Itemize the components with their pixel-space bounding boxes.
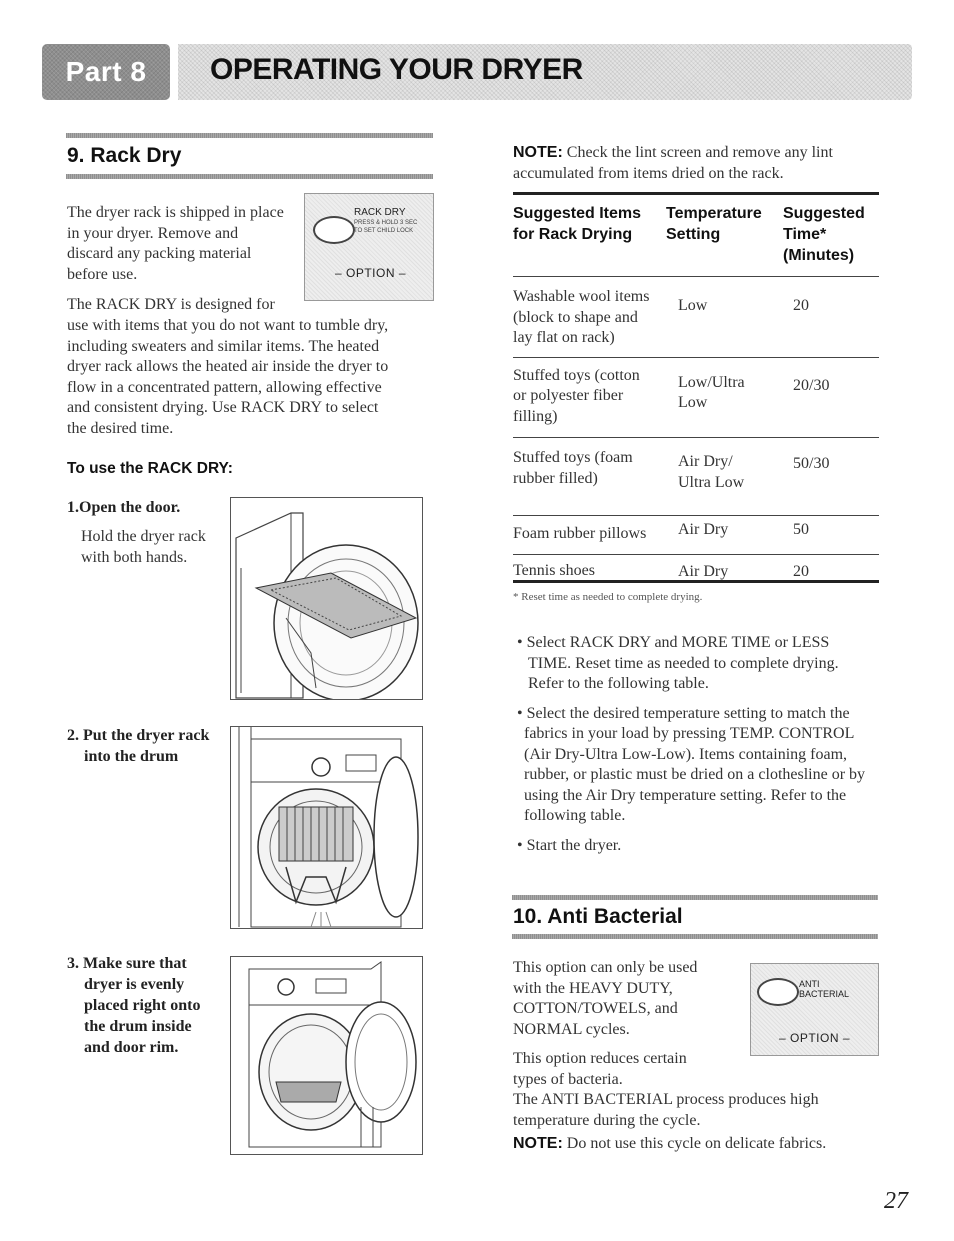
list-item	[517, 633, 897, 695]
table-row	[513, 554, 879, 593]
text-line: 3. Make sure that	[67, 955, 187, 972]
text-line: in your dryer. Remove and	[67, 224, 239, 242]
section-rule-bottom	[66, 174, 433, 179]
text-line: temperature during the cycle.	[513, 1111, 701, 1129]
panel-sub-2: TO SET CHILD LOCK	[354, 228, 414, 234]
text-line: discard any packing material	[67, 245, 252, 262]
text-line: Low	[678, 394, 708, 411]
option-label: – OPTION –	[335, 266, 407, 280]
text-line: including sweaters and similar items. The heated	[67, 337, 380, 355]
text-line: This option reduces certain	[513, 1050, 687, 1067]
note-label: NOTE:	[513, 1135, 563, 1152]
option-label: – OPTION –	[779, 1031, 851, 1045]
page-number: 27	[884, 1188, 908, 1214]
cell-time: 50/30	[783, 438, 879, 516]
text-line: (Air Dry-Ultra Low-Low). Items containing foam,	[524, 745, 848, 763]
note-text: Check the lint screen and remove any lint	[566, 144, 833, 161]
bullet-list	[517, 633, 897, 856]
cell-time: 20	[783, 554, 879, 593]
section-rule-top	[512, 895, 878, 900]
cell-temp	[666, 438, 783, 516]
text-line: (Minutes)	[783, 247, 855, 264]
cell-temp	[666, 516, 783, 555]
text-line: before use.	[67, 265, 138, 283]
rack-dry-panel	[304, 193, 434, 301]
text-line: Air Dry	[678, 521, 729, 538]
anti-bacterial-button-icon	[757, 978, 799, 1006]
text-line: COTTON/TOWELS, and	[513, 1000, 678, 1017]
panel-label-1: ANTI	[799, 979, 820, 989]
anti-bacterial-intro	[513, 958, 748, 1040]
step-1-illustration	[230, 497, 423, 700]
text-line: types of bacteria.	[513, 1070, 623, 1088]
dryer-open-door-icon	[231, 498, 422, 699]
text-line: Low	[678, 297, 708, 314]
cell-item	[513, 438, 666, 516]
section-rule-bottom	[512, 934, 878, 939]
rack-drying-table	[513, 197, 879, 593]
page-title: OPERATING YOUR DRYER	[210, 53, 583, 86]
cell-item	[513, 516, 666, 555]
dryer-rack-insert-icon	[231, 727, 422, 928]
text-line: and consistent drying. Use RACK DRY to select	[67, 399, 379, 416]
table-header-row	[513, 197, 879, 277]
text-line: Air Dry	[678, 562, 729, 580]
text-line: Stuffed toys (cotton	[513, 366, 640, 384]
step-2-title	[67, 725, 209, 767]
text-line: the desired time.	[67, 419, 174, 437]
text-line: with the HEAVY DUTY,	[513, 979, 673, 997]
note-label: NOTE:	[513, 144, 563, 161]
list-item	[517, 704, 897, 827]
text-line: Refer to the following table.	[528, 675, 709, 692]
part-label: Part 8	[65, 56, 147, 87]
text-line: Tennis shoes	[513, 561, 595, 579]
section-heading-rack-dry: 9. Rack Dry	[67, 144, 182, 167]
text-line: The dryer rack is shipped in place	[67, 204, 284, 221]
anti-bacterial-panel	[750, 963, 879, 1056]
text-line: Suggested	[783, 205, 865, 222]
rack-dry-intro	[67, 203, 307, 285]
step-3-title	[67, 953, 200, 1058]
text-line: (block to shape and	[513, 308, 638, 326]
cell-item	[513, 277, 666, 358]
step-1-text	[81, 527, 206, 568]
text-line: into the drum	[84, 748, 179, 765]
text-line: dryer is evenly	[84, 976, 185, 993]
table-row	[513, 357, 879, 438]
dryer-rack-placed-icon	[231, 957, 422, 1154]
text-line: flow in a concentrated pattern, allowing effective	[67, 378, 382, 396]
header-time	[783, 197, 879, 277]
text-line: Time*	[783, 226, 827, 243]
text-line: or polyester fiber	[513, 387, 624, 404]
text-line: rubber filled)	[513, 469, 598, 487]
table-rule-bottom	[513, 580, 879, 583]
cell-time: 20	[783, 277, 879, 358]
cell-temp	[666, 357, 783, 438]
text-line: The ANTI BACTERIAL process produces high	[513, 1091, 819, 1108]
text-line: This option can only be used	[513, 959, 698, 976]
text-line: Stuffed toys (foam	[513, 449, 633, 466]
text-line: use with items that you do not want to tumble dry,	[67, 317, 389, 334]
text-line: Temperature	[666, 205, 762, 222]
anti-bacterial-desc	[513, 1049, 883, 1155]
panel-sub-1: PRESS & HOLD 3 SEC	[354, 220, 418, 226]
text-line: Washable wool items	[513, 288, 650, 305]
text-line: Foam rubber pillows	[513, 525, 647, 542]
cell-temp	[666, 277, 783, 358]
section-heading-anti-bacterial: 10. Anti Bacterial	[513, 905, 683, 928]
text-line: using the Air Dry temperature setting. Refer to the	[524, 786, 847, 804]
cell-item	[513, 357, 666, 438]
cell-item	[513, 554, 666, 593]
text-line: lay flat on rack)	[513, 329, 615, 346]
text-line: following table.	[524, 807, 626, 824]
cell-time: 50	[783, 516, 879, 555]
text-line: NORMAL cycles.	[513, 1020, 630, 1038]
table-row	[513, 516, 879, 555]
text-line: fabrics in your load by pressing TEMP. CONTROL	[524, 725, 855, 742]
panel-label-2: BACTERIAL	[799, 989, 850, 999]
note-text: Do not use this cycle on delicate fabrics.	[566, 1135, 827, 1152]
step-3-illustration	[230, 956, 423, 1155]
table-row	[513, 438, 879, 516]
table-footnote: * Reset time as needed to complete drying.	[513, 591, 703, 603]
text-line: 2. Put the dryer rack	[67, 727, 210, 744]
step-1-title: 1.Open the door.	[67, 499, 181, 516]
rack-dry-subheading: To use the RACK DRY:	[67, 460, 233, 477]
text-line: Air Dry/	[678, 453, 733, 470]
text-line: placed right onto	[84, 997, 201, 1014]
text-line: dryer rack allows the heated air inside the dryer to	[67, 358, 389, 375]
text-line: TIME. Reset time as needed to complete drying.	[528, 654, 839, 672]
text-line: and door rim.	[84, 1039, 179, 1056]
rack-dry-desc-first: The RACK DRY is designed for	[67, 296, 275, 313]
panel-label: RACK DRY	[354, 207, 406, 218]
cell-time: 20/30	[783, 357, 879, 438]
text-line: with both hands.	[81, 548, 188, 566]
header-temperature	[666, 197, 783, 277]
text-line: • Select the desired temperature setting to match the	[517, 704, 850, 722]
note-text-2: accumulated from items dried on the rack.	[513, 164, 784, 182]
table-rule-top	[513, 192, 879, 195]
text-line: Low/Ultra	[678, 373, 745, 391]
text-line: filling)	[513, 407, 558, 425]
text-line: Ultra Low	[678, 473, 745, 491]
text-line: Hold the dryer rack	[81, 528, 206, 545]
text-line: Suggested Items	[513, 205, 642, 222]
text-line: rubber, or plastic must be dried on a clothesline or by	[524, 766, 866, 783]
text-line: for Rack Drying	[513, 226, 633, 243]
text-line: Setting	[666, 226, 721, 243]
header-items	[513, 197, 666, 277]
step-2-illustration	[230, 726, 423, 929]
list-item	[517, 836, 897, 857]
rack-dry-button-icon	[313, 216, 355, 244]
text-line: the drum inside	[84, 1018, 192, 1035]
table-row	[513, 277, 879, 358]
part-badge	[42, 44, 170, 100]
text-line: • Select RACK DRY and MORE TIME or LESS	[517, 634, 830, 651]
rack-dry-desc	[67, 316, 432, 439]
section-rule-top	[66, 133, 433, 138]
cell-temp	[666, 554, 783, 593]
text-line: • Start the dryer.	[517, 836, 622, 854]
note-top	[513, 143, 883, 184]
